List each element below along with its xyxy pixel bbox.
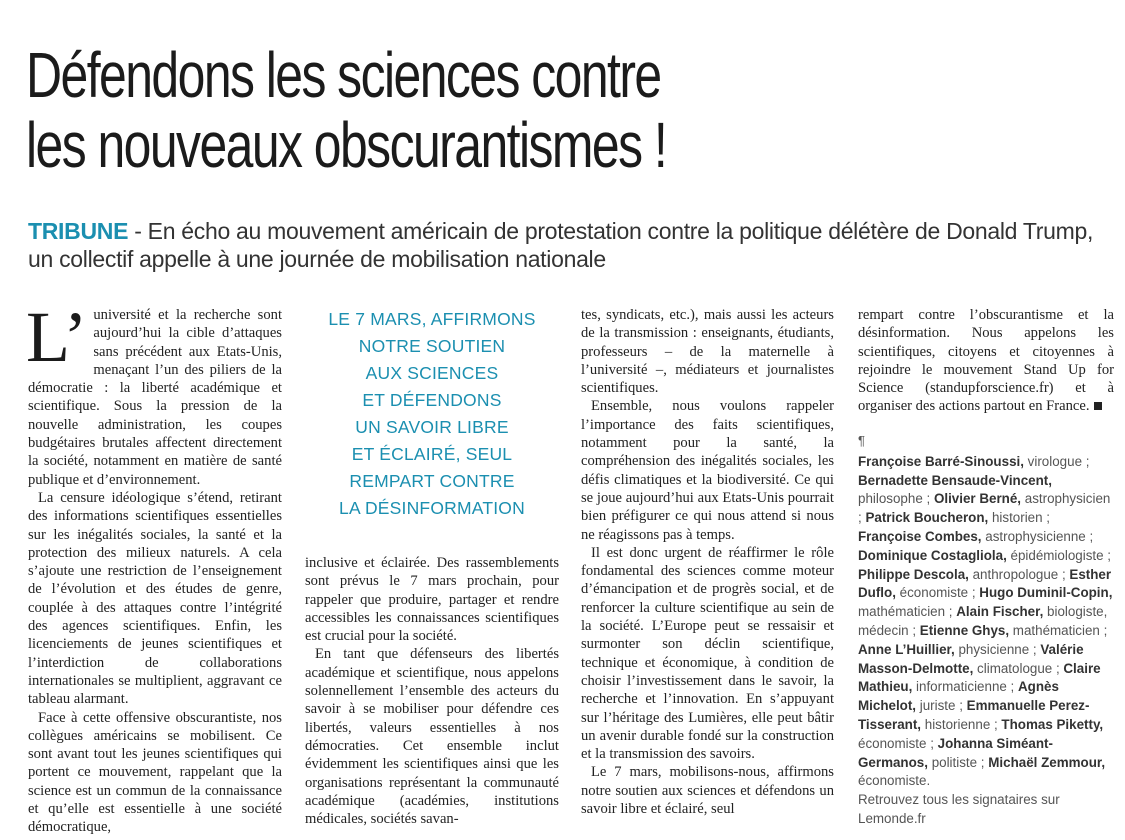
signatory-role: historienne ; [921,716,1002,732]
signatory-role: politiste ; [927,754,989,770]
signatory-name: Anne L’Huillier, [858,641,955,657]
signatory-name: Olivier Berné, [933,491,1022,507]
column-4 [858,306,1114,416]
signatory [858,529,1093,544]
paragraph-3: Face à cette offensive obscurantiste, nos collègues américains se mobilisent. Ce sont avant tout les jeunes scientifiques qui portent ce mouvement, rappelant que la science est un commun de la connaissance et qu’elle est essentielle à une société démocratique, [28,709,282,836]
signatory-name: Bernadette Bensaude-Vincent, [858,472,1052,488]
pull-quote-line: LE 7 MARS, AFFIRMONS [328,309,536,329]
signatory-name: Françoise Combes, [858,528,982,544]
signatory-name: Françoise Barré-Sinoussi, [858,453,1024,469]
pull-quote-line: ET DÉFENDONS [362,390,502,410]
signatory-name: Patrick Boucheron, [865,510,989,526]
paragraph-10 [858,306,1114,416]
signatory-role: philosophe ; [858,491,934,507]
paragraph-7: Ensemble, nous voulons rappeler l’importance des faits scientifiques, notamment pour la santé, la compréhension des inégalités sociales, les défis climatiques et la biodiversité. Ce qui se joue aujourd’hui aux Etats-Unis pourrait bien préfigurer ce qui nous attend si nous ne réagissons pas à temps. [581,398,834,543]
pull-quote-line: UN SAVOIR LIBRE [355,417,509,437]
standfirst-text: - En écho au mouvement américain de protestation contre la politique délétère de Donald Trump, un collectif appelle à une journée de mobilisation nationale [28,218,1094,272]
signatory-role: physicienne ; [954,641,1041,657]
signatory-name: Hugo Duminil-Copin, [979,585,1113,601]
paragraph-6: tes, syndicats, etc.), mais aussi les acteurs de la transmission : enseignants, étudiants, professeurs – de la maternelle à l’université –, médiateurs et journalistes scientifiques. [581,307,834,397]
signatory-name: Alain Fischer, [956,604,1044,620]
signatory-role: économiste ; [858,735,938,751]
signatory-name: Michaël Zemmour, [988,754,1106,770]
column-2 [305,554,559,828]
signatory [865,510,1050,525]
signatory-name: Philippe Descola, [858,566,969,582]
pull-quote-line: AUX SCIENCES [365,363,499,383]
paragraph-4: inclusive et éclairée. Des rassemblements sont prévus le 7 mars prochain, pour rappeler que produire, partager et rendre accessibles les connaissances scientifiques est crucial pour la société. [305,555,559,645]
end-mark-icon [1094,402,1102,410]
signatory-role: mathématicien ; [1009,622,1108,638]
signatory-role: économiste. [858,773,931,789]
signatory-name: Etienne Ghys, [919,622,1010,638]
signatories [858,432,1114,829]
signatory-list [858,454,1112,789]
signatory-role: informaticienne ; [912,679,1018,695]
paragraph-2: La censure idéologique s’étend, retirant des informations scientifiques essentielles sur les inégalités sociales, la santé et la protection des milieux naturels. A cela s’ajoute une restriction de l’enseignement de l’évolution et des études de genre, couplée à des attaques contre l’intégrité des agences scientifiques. Enfin, les licenciements de jeunes scientifiques et l’interdiction de collaborations internationales se multiplient, aggravant ce tableau alarmant. [28,489,282,708]
headline-line-1: Défendons les sciences contre [26,39,661,111]
paragraph-8: Il est donc urgent de réaffirmer le rôle fondamental des sciences comme moteur d’émancipation et de progrès social, et de renforcer la culture scientifique au sein de la société. L’Europe peut se ressaisir et surmonter son déclin scientifique, technique et économique, à condition de choisir l’investissement dans le savoir, la recherche et l’innovation. En s’appuyant sur l’héritage des Lumières, elle peut bâtir un avenir durable fondé sur la construction et la transmission des savoirs. [581,544,834,763]
signatory [858,548,1111,563]
pull-quote-line: NOTRE SOUTIEN [358,336,506,356]
signatory-role: astrophysicienne ; [981,528,1094,544]
signatory-name: Valérie Masson-Delmotte, [858,641,1084,676]
signatory-role: biologiste, médecin ; [858,604,1108,638]
signatory-role: juriste ; [916,698,967,714]
signatory-role: astrophysicien ; [858,491,1111,526]
signatory [858,642,1040,657]
signatory-role: climatologue ; [973,660,1064,676]
signatory-role: anthropologue ; [968,566,1070,582]
signatory-role: mathématicien ; [858,604,957,620]
signatory-name: Thomas Piketty, [1001,716,1104,732]
pull-quote-line: ET ÉCLAIRÉ, SEUL [351,444,513,464]
column-1 [26,297,282,837]
pull-quote-line: LA DÉSINFORMATION [339,498,525,518]
headline-line-2: les nouveaux obscurantismes ! [26,109,667,181]
signatory [920,623,1108,638]
paragraph-9: Le 7 mars, mobilisons-nous, affirmons notre soutien aux sciences et défendons un savoir libre et éclairé, seul [581,764,834,818]
paragraph-1: université et la recherche sont aujourd’hui la cible d’attaques sans précédent aux Etats-Unis, menaçant l’un des piliers de la démocratie : la liberté académique et scientifique. Sous la pression de la nouvelle administration, les coupes budgétaires brutales affectent directement la société, notamment en matière de santé publique et d’environnement. [28,307,282,488]
signatory-name: Dominique Costagliola, [858,547,1007,563]
pilcrow-icon: ¶ [858,433,865,448]
signatory-role: historien ; [988,510,1051,526]
signatory-role: virologue ; [1023,453,1090,469]
pull-quote [305,306,559,522]
signatory-role: économiste ; [895,585,980,601]
signatory-name: Emmanuelle Perez-Tisserant, [858,698,1090,732]
paragraph-10-text: rempart contre l’obscurantisme et la désinformation. Nous appelons les scientifiques, citoyens et citoyennes à rejoindre le mouvement Stand Up for Science (standupforscience.fr) et à organiser des actions partout en France. [858,307,1114,415]
paragraph-5: En tant que défenseurs des libertés académique et scientifique, nous appelons solennellement l’ensemble des acteurs du savoir à se mobiliser pour défendre ces libertés, valeurs essentielles à nos démocraties. Cet ensemble inclut évidemment les scientifiques ainsi que les organisations représentant la communauté académique (académies, institutions médicales, sociétés savan- [305,646,559,828]
pull-quote-line: REMPART CONTRE [349,471,515,491]
signatory [858,454,1089,469]
signatory [858,567,1069,582]
more-signatories-link[interactable]: Retrouvez tous les signataires sur Lemonde.fr [858,792,1060,826]
signatory-name: Claire Mathieu, [858,660,1101,695]
signatory-name: Esther Duflo, [858,566,1112,601]
signatory-role: épidémiologiste ; [1006,547,1112,563]
standfirst [28,217,1108,273]
headline [26,40,666,180]
dropcap: L’ [26,297,88,377]
standfirst-kicker: TRIBUNE [28,218,129,244]
signatory-name: Agnès Michelot, [858,679,1059,714]
signatory-name: Johanna Siméant-Germanos, [858,735,1053,770]
column-3 [581,306,834,818]
